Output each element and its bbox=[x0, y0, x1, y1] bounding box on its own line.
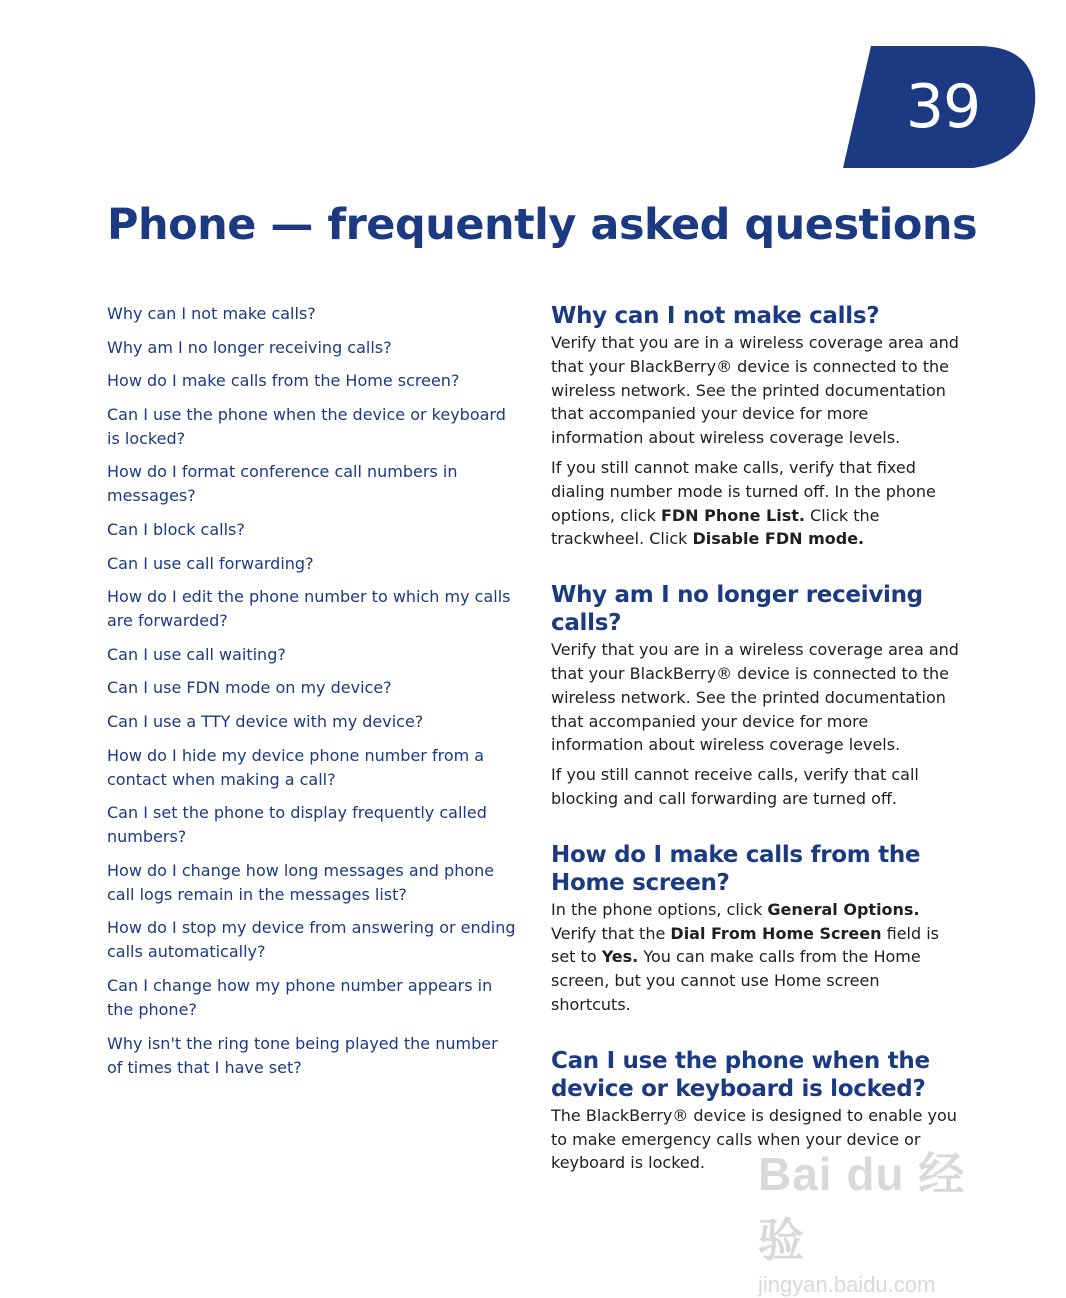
faq-section-make-calls bbox=[551, 302, 963, 551]
toc-link[interactable]: Can I use call waiting? bbox=[107, 644, 286, 664]
bold-term: Dial From Home Screen bbox=[670, 923, 882, 943]
toc-link[interactable]: How do I stop my device from answering or ending calls automatically? bbox=[107, 918, 516, 962]
toc-link[interactable]: Why am I no longer receiving calls? bbox=[107, 337, 392, 357]
toc-link[interactable]: Why can I not make calls? bbox=[107, 304, 316, 323]
text-run: Click the trackwheel. Click bbox=[551, 505, 880, 549]
toc-link[interactable]: How do I hide my device phone number from a contact when making a call? bbox=[107, 745, 485, 789]
toc-link[interactable]: Can I block calls? bbox=[107, 519, 245, 539]
toc-link[interactable]: How do I format conference call numbers in messages? bbox=[107, 462, 458, 506]
watermark-url: jingyan.baidu.com bbox=[758, 1272, 936, 1297]
bold-term: Yes. bbox=[601, 947, 639, 967]
page-number: 39 bbox=[905, 72, 981, 142]
bold-term: General Options. bbox=[767, 899, 920, 919]
text-run: You can make calls from the Home screen, but you cannot use Home screen shortcuts. bbox=[551, 947, 921, 1014]
section-paragraph: Verify that you are in a wireless coverage area and that your BlackBerry® device is connected to the wireless network. See the printed documentation that accompanied your device for more information about wireless coverage levels. bbox=[551, 640, 959, 755]
section-paragraph: Verify that you are in a wireless coverage area and that your BlackBerry® device is connected to the wireless network. See the printed documentation that accompanied your device for more information about wireless coverage levels. bbox=[551, 333, 959, 448]
toc-link[interactable]: Why isn't the ring tone being played the number of times that I have set? bbox=[107, 1033, 498, 1077]
question-index bbox=[107, 302, 517, 1089]
toc-link[interactable]: How do I make calls from the Home screen? bbox=[107, 371, 460, 391]
answers-column bbox=[551, 302, 963, 1205]
section-paragraph: The BlackBerry® device is designed to enable you to make emergency calls when your device or keyboard is locked. bbox=[551, 1105, 957, 1173]
toc-link[interactable]: Can I use a TTY device with my device? bbox=[107, 711, 424, 731]
section-heading: Why can I not make calls? bbox=[551, 303, 880, 329]
section-heading: Why am I no longer receiving calls? bbox=[551, 582, 923, 637]
page-title: Phone — frequently asked questions bbox=[107, 200, 978, 250]
toc-link[interactable]: How do I edit the phone number to which my calls are forwarded? bbox=[107, 587, 511, 631]
toc-link[interactable]: Can I use call forwarding? bbox=[107, 553, 314, 573]
section-heading: How do I make calls from the Home screen? bbox=[551, 841, 921, 896]
section-paragraph bbox=[551, 898, 963, 1017]
toc-link[interactable]: How do I change how long messages and phone call logs remain in the messages list? bbox=[107, 860, 495, 904]
faq-section-locked-device bbox=[551, 1047, 963, 1175]
toc-link[interactable]: Can I change how my phone number appears in the phone? bbox=[107, 975, 493, 1019]
text-run: Verify that the bbox=[551, 923, 671, 943]
text-run: If you still cannot make calls, verify that fixed dialing number mode is turned off. In the phone options, click bbox=[551, 457, 936, 525]
faq-section-home-screen-calls bbox=[551, 841, 963, 1017]
faq-section-receiving-calls bbox=[551, 581, 963, 811]
toc-link[interactable]: Can I use the phone when the device or keyboard is locked? bbox=[107, 404, 506, 448]
section-heading: Can I use the phone when the device or keyboard is locked? bbox=[551, 1047, 930, 1102]
section-paragraph bbox=[551, 456, 963, 551]
watermark-brand: Bai du 经验 bbox=[758, 1148, 966, 1266]
section-paragraph: If you still cannot receive calls, verify that call blocking and call forwarding are turned off. bbox=[551, 765, 919, 808]
page-number-tab bbox=[843, 46, 1039, 168]
bold-term: FDN Phone List. bbox=[660, 505, 805, 525]
toc-link[interactable]: Can I set the phone to display frequently called numbers? bbox=[107, 803, 487, 847]
bold-term: Disable FDN mode. bbox=[692, 529, 865, 549]
text-run: field is set to bbox=[551, 923, 940, 967]
text-run: In the phone options, click bbox=[551, 899, 768, 919]
toc-link[interactable]: Can I use FDN mode on my device? bbox=[107, 678, 392, 698]
